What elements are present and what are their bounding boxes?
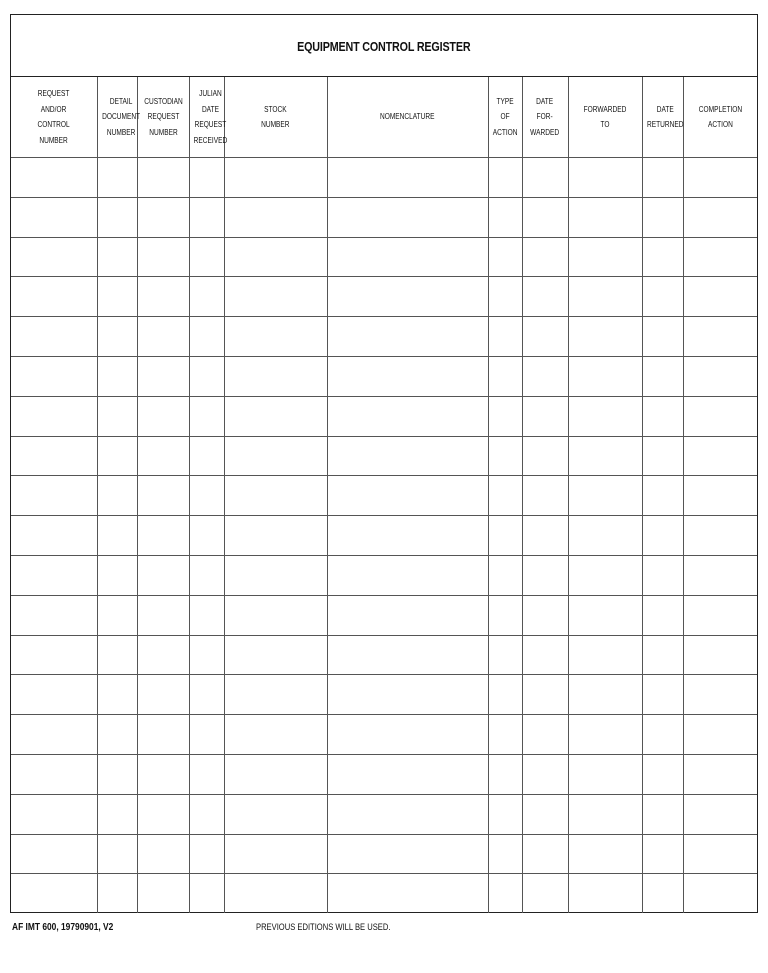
table-row [11,396,757,436]
entry-cell[interactable] [642,754,683,794]
column-header-date-returned: DATE RETURNED [642,77,683,158]
entry-cell[interactable] [97,675,137,715]
entry-cell[interactable] [488,277,522,317]
entry-cell[interactable] [642,396,683,436]
entry-cell[interactable] [11,794,97,834]
entry-cell[interactable] [97,436,137,476]
entry-cell[interactable] [224,635,327,675]
table-row [11,595,757,635]
entry-cell[interactable] [522,237,568,277]
entry-cell[interactable] [97,476,137,516]
column-header-date-forwarded: DATE FOR- WARDED [522,77,568,158]
entry-cell[interactable] [488,516,522,556]
entry-cell[interactable] [488,675,522,715]
table-row [11,436,757,476]
entry-cell[interactable] [137,635,189,675]
entry-cell[interactable] [522,476,568,516]
entry-cell[interactable] [189,396,224,436]
entry-cell[interactable] [189,754,224,794]
entry-cell[interactable] [137,555,189,595]
entry-cell[interactable] [568,436,642,476]
entry-cell[interactable] [224,516,327,556]
table-row [11,635,757,675]
entry-cell[interactable] [522,436,568,476]
entry-cell[interactable] [642,675,683,715]
entry-cell[interactable] [224,595,327,635]
entry-cell[interactable] [97,834,137,874]
entry-cell[interactable] [683,277,757,317]
entry-cell[interactable] [137,675,189,715]
entry-cell[interactable] [137,317,189,357]
entry-cell[interactable] [97,595,137,635]
entry-cell[interactable] [224,436,327,476]
entry-cell[interactable] [11,675,97,715]
entry-cell[interactable] [683,516,757,556]
entry-cell[interactable] [137,715,189,755]
entry-cell[interactable] [522,754,568,794]
entry-cell[interactable] [97,516,137,556]
entry-cell[interactable] [568,555,642,595]
entry-cell[interactable] [327,595,488,635]
entry-cell[interactable] [488,237,522,277]
entry-cell[interactable] [642,158,683,198]
entry-cell[interactable] [11,158,97,198]
table-row [11,675,757,715]
entry-cell[interactable] [97,237,137,277]
entry-cell[interactable] [189,874,224,913]
entry-cell[interactable] [97,277,137,317]
entry-cell[interactable] [568,356,642,396]
column-header-detail-document-number: DETAIL DOCUMENT NUMBER [97,77,137,158]
entry-cell[interactable] [327,635,488,675]
entry-cell[interactable] [568,635,642,675]
entry-cell[interactable] [568,874,642,913]
entry-cell[interactable] [224,675,327,715]
entry-cell[interactable] [488,436,522,476]
entry-cell[interactable] [11,874,97,913]
equipment-control-register-form [10,14,758,913]
table-row [11,516,757,556]
entry-cell[interactable] [327,436,488,476]
entry-cell[interactable] [683,555,757,595]
entry-cell[interactable] [568,277,642,317]
entry-cell[interactable] [327,794,488,834]
entry-cell[interactable] [189,516,224,556]
form-identifier: AF IMT 600, 19790901, V2 [12,921,114,933]
entry-cell[interactable] [224,158,327,198]
column-header-completion-action: COMPLETION ACTION [683,77,757,158]
entry-cell[interactable] [137,436,189,476]
entry-cell[interactable] [488,794,522,834]
entry-cell[interactable] [137,158,189,198]
entry-cell[interactable] [522,158,568,198]
table-row [11,715,757,755]
entry-cell[interactable] [327,277,488,317]
entry-cell[interactable] [189,834,224,874]
entry-cell[interactable] [11,635,97,675]
entry-cell[interactable] [642,516,683,556]
entry-cell[interactable] [568,675,642,715]
entry-cell[interactable] [683,754,757,794]
entry-cell[interactable] [11,516,97,556]
entry-cell[interactable] [224,396,327,436]
entry-cell[interactable] [568,794,642,834]
entry-cell[interactable] [327,317,488,357]
table-row [11,277,757,317]
entry-cell[interactable] [568,158,642,198]
entry-cell[interactable] [683,476,757,516]
entry-cell[interactable] [488,635,522,675]
entry-cell[interactable] [97,555,137,595]
entry-cell[interactable] [488,715,522,755]
header-row [11,77,757,158]
entry-cell[interactable] [327,874,488,913]
entry-cell[interactable] [224,277,327,317]
entry-cell[interactable] [327,754,488,794]
column-header-request-control-number: REQUEST AND/OR CONTROL NUMBER [11,77,97,158]
entry-cell[interactable] [522,794,568,834]
entry-cell[interactable] [327,237,488,277]
entry-cell[interactable] [11,754,97,794]
entry-cell[interactable] [488,874,522,913]
entry-cell[interactable] [137,277,189,317]
entry-cell[interactable] [522,635,568,675]
entry-cell[interactable] [683,197,757,237]
editions-note: PREVIOUS EDITIONS WILL BE USED. [256,922,391,933]
entry-cell[interactable] [97,874,137,913]
entry-cell[interactable] [642,595,683,635]
entry-cell[interactable] [11,834,97,874]
entry-cell[interactable] [642,476,683,516]
entry-cell[interactable] [11,317,97,357]
entry-cell[interactable] [522,874,568,913]
column-header-forwarded-to: FORWARDED TO [568,77,642,158]
entry-cell[interactable] [568,197,642,237]
entry-cell[interactable] [683,356,757,396]
table-row [11,874,757,913]
entry-cell[interactable] [642,635,683,675]
entry-cell[interactable] [189,635,224,675]
entry-cell[interactable] [97,356,137,396]
entry-cell[interactable] [683,794,757,834]
entry-cell[interactable] [137,754,189,794]
entry-cell[interactable] [488,754,522,794]
entry-cell[interactable] [683,436,757,476]
entry-cell[interactable] [137,356,189,396]
entry-cell[interactable] [642,277,683,317]
entry-cell[interactable] [11,555,97,595]
entry-cell[interactable] [97,197,137,237]
entry-cell[interactable] [137,237,189,277]
entry-cell[interactable] [189,595,224,635]
entry-cell[interactable] [488,317,522,357]
column-header-stock-number: STOCK NUMBER [224,77,327,158]
entry-cell[interactable] [189,277,224,317]
entry-cell[interactable] [522,555,568,595]
column-header-nomenclature: NOMENCLATURE [327,77,488,158]
entry-cell[interactable] [327,197,488,237]
table-row [11,476,757,516]
entry-cell[interactable] [683,158,757,198]
table-row [11,834,757,874]
entry-cell[interactable] [11,237,97,277]
entry-cell[interactable] [568,834,642,874]
entry-cell[interactable] [224,794,327,834]
entry-cell[interactable] [189,675,224,715]
entry-cell[interactable] [11,595,97,635]
entry-cell[interactable] [11,356,97,396]
entry-cell[interactable] [189,158,224,198]
entry-cell[interactable] [488,555,522,595]
entry-cell[interactable] [327,555,488,595]
entry-cell[interactable] [224,317,327,357]
entry-cell[interactable] [568,396,642,436]
entry-cell[interactable] [568,715,642,755]
entry-cell[interactable] [137,197,189,237]
entry-cell[interactable] [327,834,488,874]
register-table [11,77,757,913]
entry-cell[interactable] [568,754,642,794]
entry-cell[interactable] [224,715,327,755]
entry-cell[interactable] [522,595,568,635]
table-row [11,158,757,198]
entry-cell[interactable] [488,197,522,237]
entry-cell[interactable] [642,356,683,396]
entry-cell[interactable] [642,436,683,476]
entry-cell[interactable] [642,555,683,595]
form-title: EQUIPMENT CONTROL REGISTER [297,39,471,54]
entry-cell[interactable] [224,874,327,913]
entry-cell[interactable] [568,237,642,277]
entry-cell[interactable] [522,356,568,396]
entry-cell[interactable] [683,874,757,913]
entry-cell[interactable] [97,158,137,198]
entry-cell[interactable] [327,516,488,556]
entry-cell[interactable] [327,476,488,516]
entry-cell[interactable] [189,476,224,516]
entry-cell[interactable] [683,675,757,715]
entry-cell[interactable] [522,396,568,436]
entry-cell[interactable] [137,794,189,834]
entry-cell[interactable] [568,476,642,516]
entry-cell[interactable] [224,754,327,794]
entry-cell[interactable] [189,436,224,476]
entry-cell[interactable] [327,356,488,396]
entry-cell[interactable] [683,715,757,755]
entry-cell[interactable] [189,317,224,357]
table-row [11,197,757,237]
entry-cell[interactable] [522,197,568,237]
entry-cell[interactable] [327,158,488,198]
entry-cell[interactable] [189,197,224,237]
entry-cell[interactable] [488,834,522,874]
table-row [11,555,757,595]
entry-cell[interactable] [568,595,642,635]
column-header-julian-date-request-received: JULIAN DATE REQUEST RECEIVED [189,77,224,158]
entry-cell[interactable] [224,356,327,396]
entry-cell[interactable] [488,476,522,516]
entry-cell[interactable] [97,396,137,436]
column-header-custodian-request-number: CUSTODIAN REQUEST NUMBER [137,77,189,158]
entry-cell[interactable] [137,874,189,913]
entry-cell[interactable] [224,555,327,595]
entry-cell[interactable] [568,317,642,357]
entry-cell[interactable] [11,277,97,317]
entry-cell[interactable] [488,356,522,396]
entry-cell[interactable] [137,834,189,874]
entry-cell[interactable] [224,237,327,277]
entry-cell[interactable] [488,595,522,635]
entry-cell[interactable] [522,317,568,357]
entry-cell[interactable] [522,516,568,556]
entry-cell[interactable] [488,396,522,436]
entry-cell[interactable] [137,516,189,556]
title-band [11,15,757,77]
entry-cell[interactable] [97,754,137,794]
table-row [11,356,757,396]
entry-cell[interactable] [189,237,224,277]
entry-cell[interactable] [522,277,568,317]
entry-cell[interactable] [137,595,189,635]
column-header-type-of-action: TYPE OF ACTION [488,77,522,158]
entry-cell[interactable] [11,197,97,237]
entry-cell[interactable] [189,715,224,755]
entry-cell[interactable] [683,834,757,874]
entry-cell[interactable] [568,516,642,556]
entry-cell[interactable] [683,237,757,277]
table-row [11,794,757,834]
entry-cell[interactable] [642,874,683,913]
entry-cell[interactable] [642,317,683,357]
entry-cell[interactable] [683,317,757,357]
entry-cell[interactable] [522,715,568,755]
entry-cell[interactable] [642,834,683,874]
entry-cell[interactable] [488,158,522,198]
table-row [11,237,757,277]
entry-cell[interactable] [522,834,568,874]
register-body [11,158,757,914]
entry-cell[interactable] [189,356,224,396]
entry-cell[interactable] [137,396,189,436]
entry-cell[interactable] [11,715,97,755]
entry-cell[interactable] [224,834,327,874]
entry-cell[interactable] [97,317,137,357]
entry-cell[interactable] [11,476,97,516]
entry-cell[interactable] [189,794,224,834]
entry-cell[interactable] [642,237,683,277]
entry-cell[interactable] [11,396,97,436]
table-row [11,754,757,794]
entry-cell[interactable] [683,396,757,436]
entry-cell[interactable] [642,794,683,834]
entry-cell[interactable] [97,635,137,675]
entry-cell[interactable] [327,715,488,755]
entry-cell[interactable] [683,635,757,675]
entry-cell[interactable] [642,197,683,237]
entry-cell[interactable] [683,595,757,635]
entry-cell[interactable] [224,476,327,516]
entry-cell[interactable] [11,436,97,476]
table-row [11,317,757,357]
entry-cell[interactable] [97,715,137,755]
entry-cell[interactable] [522,675,568,715]
entry-cell[interactable] [97,794,137,834]
entry-cell[interactable] [224,197,327,237]
entry-cell[interactable] [327,396,488,436]
entry-cell[interactable] [327,675,488,715]
entry-cell[interactable] [189,555,224,595]
entry-cell[interactable] [642,715,683,755]
entry-cell[interactable] [137,476,189,516]
